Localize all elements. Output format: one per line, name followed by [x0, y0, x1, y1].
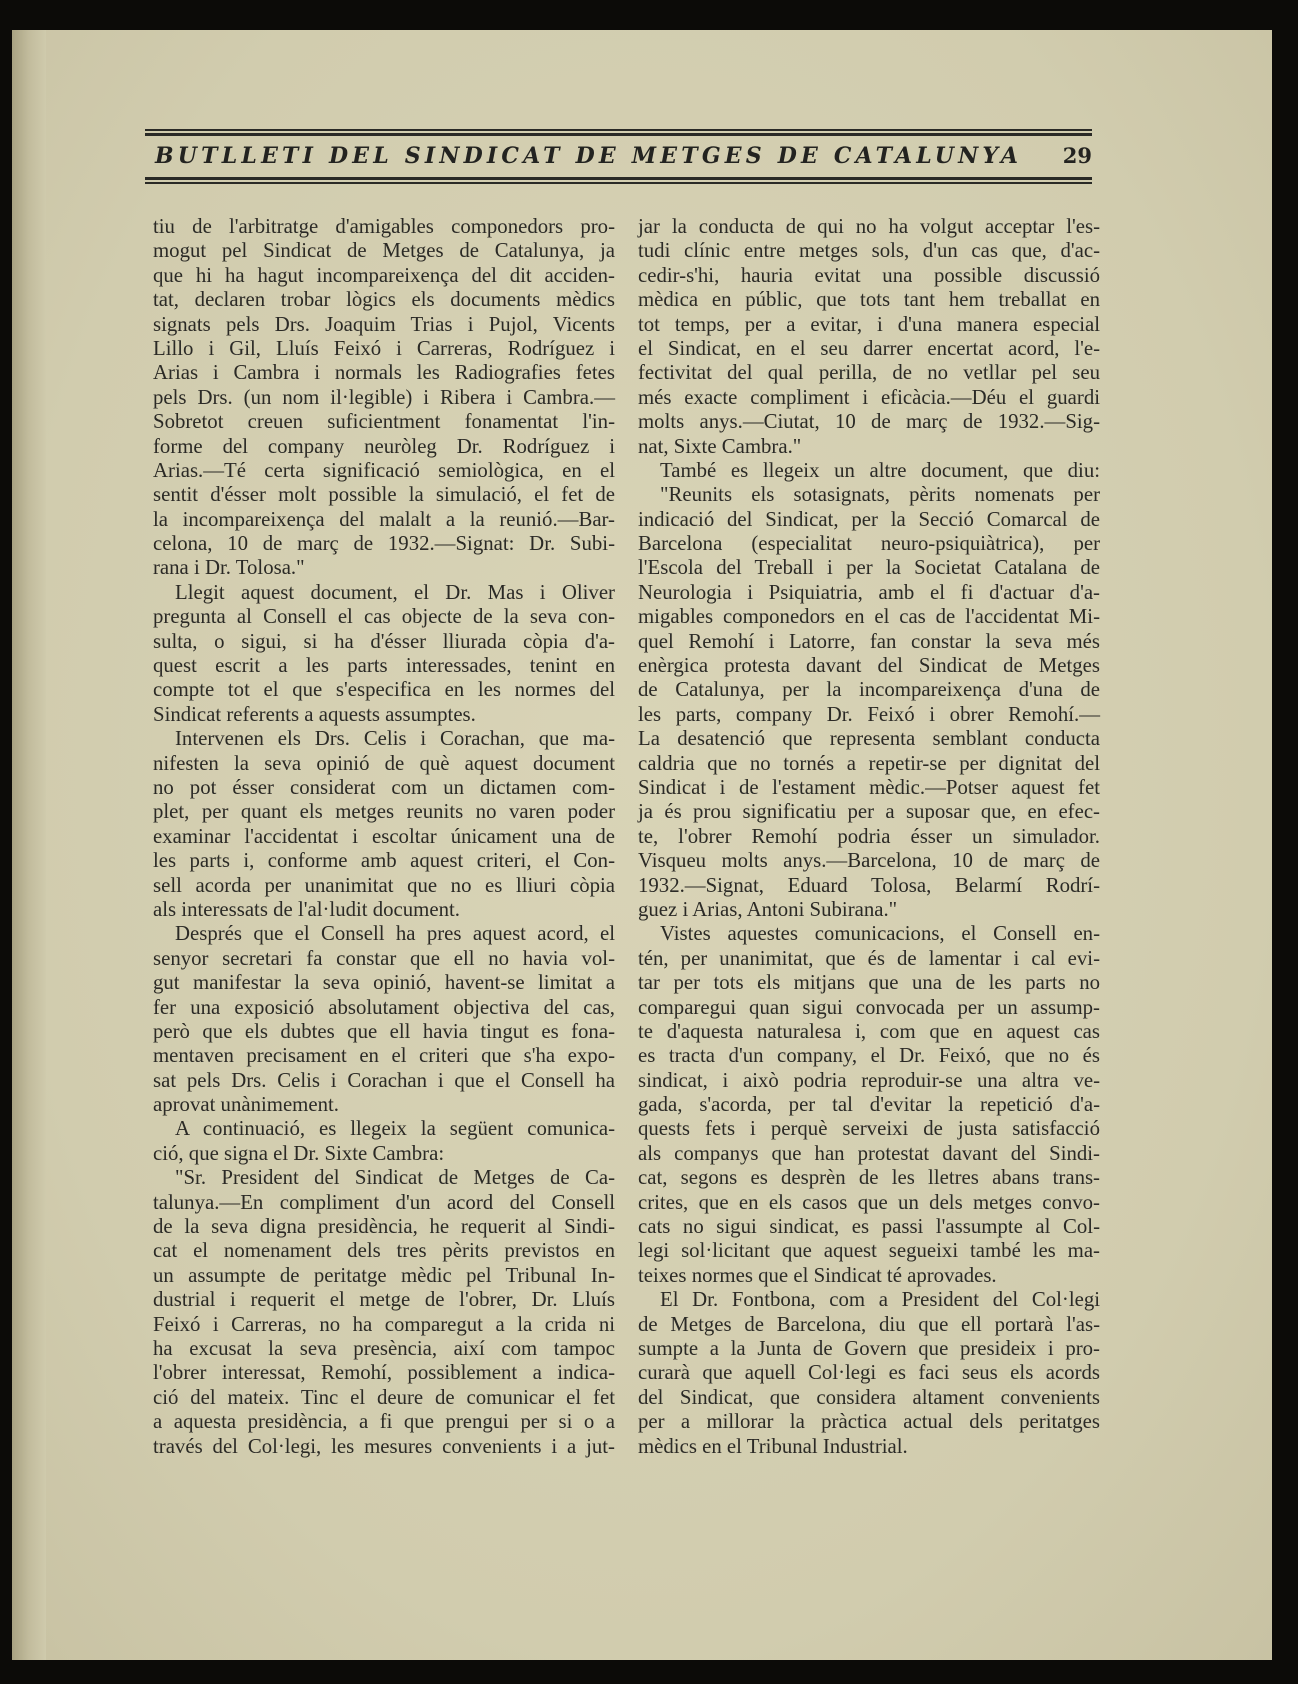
text-line: les parts, company Dr. Feixó i obrer Remohí.— — [638, 702, 1100, 726]
text-line: ció, que signa el Dr. Sixte Cambra: — [153, 1141, 445, 1165]
text-line: tar per tots els mitjans que una de les parts no — [638, 971, 1100, 995]
text-line: senyor secretari fa constar que ell no havia vol- — [153, 946, 615, 970]
text-line: sentit d'ésser molt possible la simulació, el fet de — [153, 483, 615, 507]
left-text-column — [153, 215, 615, 1459]
text-line: comparegui quan sigui convocada per un assump- — [638, 995, 1100, 1019]
text-line: També es llegeix un altre document, que diu: — [660, 458, 1100, 482]
text-line: A continuació, es llegeix la següent comunica- — [175, 1117, 615, 1141]
text-line: Visqueu molts anys.—Barcelona, 10 de març de — [638, 849, 1100, 873]
text-line: cat el nomenament dels tres pèrits previstos en — [153, 1239, 615, 1263]
text-line: te, l'obrer Remohí podria ésser un simulador. — [638, 824, 1100, 848]
text-line: mèdica en públic, que tots tant hem treballat en — [638, 288, 1100, 312]
text-line: nifesten la seva opinió de què aquest document — [153, 751, 615, 775]
page-number: 29 — [1062, 143, 1092, 168]
text-line: curarà que aquell Col·legi es faci seus els acords — [638, 1361, 1100, 1385]
text-line: "Sr. President del Sindicat de Metges de Ca- — [175, 1166, 615, 1190]
text-line: Neurologia i Psiquiatria, amb el fi d'actuar d'a- — [638, 580, 1100, 604]
text-line: un assumpte de peritatge mèdic pel Tribunal In- — [153, 1263, 615, 1287]
text-line: signats pels Drs. Joaquim Trias i Pujol, Vicents — [153, 312, 615, 336]
text-line: dustrial i requerit el metge de l'obrer, Dr. Lluís — [153, 1288, 615, 1312]
text-line: aprovat unànimement. — [153, 1093, 339, 1117]
text-line: compte tot el que s'especifica en les normes del — [153, 678, 615, 702]
text-line: enèrgica protesta davant del Sindicat de Metges — [638, 654, 1100, 678]
text-line: jar la conducta de qui no ha volgut acceptar l'es- — [638, 215, 1100, 238]
text-line: crites, que en els casos que un dels metges convo- — [638, 1190, 1100, 1214]
text-line: molts anys.—Ciutat, 10 de març de 1932.—Sig- — [638, 410, 1100, 434]
text-line: guez i Arias, Antoni Subirana." — [638, 897, 898, 921]
text-line: el Sindicat, en el seu darrer encertat acord, l'e- — [638, 336, 1100, 360]
journal-title: BUTLLETI DEL SINDICAT DE METGES DE CATALUNYA — [155, 143, 1023, 169]
text-line: per a millorar la pràctica actual dels peritatges — [638, 1410, 1100, 1434]
text-line: gut manifestar la seva opinió, havent-se limitat a — [153, 971, 615, 995]
text-line: teixes normes que el Sindicat té aprovades. — [638, 1263, 997, 1287]
text-line: ha excusat la seva presència, així com tampoc — [153, 1336, 615, 1360]
text-line: l'Escola del Treball i per la Societat Catalana de — [638, 556, 1100, 580]
text-line: Vistes aquestes comunicacions, el Consell en- — [660, 922, 1100, 946]
text-line: talunya.—En compliment d'un acord del Consell — [153, 1190, 615, 1214]
text-line: gada, s'acorda, per tal d'evitar la repetició d'a- — [638, 1093, 1100, 1117]
text-line: als companys que han protestat davant del Sindi- — [638, 1141, 1100, 1165]
text-line: rana i Dr. Tolosa." — [153, 556, 305, 580]
text-line: de Metges de Barcelona, diu que ell portarà l'as- — [638, 1312, 1100, 1336]
text-line: plet, per quant els metges reunits no varen poder — [153, 800, 615, 824]
text-line: cats no sigui sindicat, es passi l'assumpte al Col- — [638, 1215, 1100, 1239]
text-line: caldria que no tornés a repetir-se per dignitat del — [638, 751, 1100, 775]
text-line: 1932.—Signat, Eduard Tolosa, Belarmí Rodrí- — [638, 873, 1100, 897]
text-line: Sindicat referents a aquests assumptes. — [153, 702, 476, 726]
text-line: Arias i Cambra i normals les Radiografies fetes — [153, 361, 615, 385]
text-line: pels Drs. (un nom il·legible) i Ribera i Cambra.— — [153, 385, 615, 409]
text-line: més exacte compliment i eficàcia.—Déu el guardi — [638, 385, 1100, 409]
header-rule-top-thick — [145, 133, 1092, 136]
text-line: sell acorda per unanimitat que no es lliuri còpia — [153, 873, 615, 897]
text-line: Lillo i Gil, Lluís Feixó i Carreras, Rodríguez i — [153, 336, 615, 360]
text-line: cat, segons es desprèn de les lletres abans trans- — [638, 1166, 1100, 1190]
text-line: Després que el Consell ha pres aquest acord, el — [175, 922, 615, 946]
text-line: tot temps, per a evitar, i d'una manera especial — [638, 312, 1100, 336]
text-line: Sobretot creuen suficientment fonamentat l'in- — [153, 410, 615, 434]
text-line: l'obrer interessat, Remohí, possiblement a indica- — [153, 1361, 615, 1385]
text-line: Barcelona (especialitat neuro-psiquiàtrica), per — [638, 532, 1100, 556]
text-line: indicació del Sindicat, per la Secció Comarcal de — [638, 507, 1100, 531]
text-line: te d'aquesta naturalesa i, com que en aquest cas — [638, 1019, 1100, 1043]
text-line: quest escrit a les parts interessades, tenint en — [153, 654, 615, 678]
text-line: El Dr. Fontbona, com a President del Col·legi — [660, 1288, 1100, 1312]
text-line: Llegit aquest document, el Dr. Mas i Oliver — [175, 580, 615, 604]
text-line: través del Col·legi, les mesures convenients i a jut- — [153, 1434, 615, 1458]
text-line: les parts i, conforme amb aquest criteri, el Con- — [153, 849, 615, 873]
text-line: no pot ésser considerat com un dictamen com- — [153, 775, 615, 799]
text-line: Feixó i Carreras, no ha comparegut a la crida ni — [153, 1312, 615, 1336]
header-rule-bottom-thin — [145, 182, 1092, 184]
text-line: Intervenen els Drs. Celis i Corachan, que ma- — [175, 727, 615, 751]
text-line: de Catalunya, per la incompareixença d'una de — [638, 678, 1100, 702]
text-line: migables componedors en el cas de l'accidentat Mi- — [638, 605, 1100, 629]
text-line: Sindicat i de l'estament mèdic.—Potser aquest fet — [638, 775, 1100, 799]
text-line: Arias.—Té certa significació semiològica, en el — [153, 458, 615, 482]
text-line: mogut pel Sindicat de Metges de Catalunya, ja — [153, 239, 615, 263]
text-line: sulta, o sigui, si ha d'ésser lliurada còpia d'a- — [153, 629, 615, 653]
text-line: tiu de l'arbitratge d'amigables componedors pro- — [153, 215, 615, 238]
text-line: del Sindicat, que considera altament convenients — [638, 1385, 1100, 1409]
text-line: que hi ha hagut incompareixença del dit acciden- — [153, 263, 615, 287]
text-line: tudi clínic entre metges sols, d'un cas que, d'ac- — [638, 239, 1100, 263]
text-line: fectivitat del qual perilla, de no vetllar pel seu — [638, 361, 1100, 385]
text-line: celona, 10 de març de 1932.—Signat: Dr. Subi- — [153, 532, 615, 556]
text-line: forme del company neuròleg Dr. Rodríguez i — [153, 434, 615, 458]
text-line: examinar l'accidentat i escoltar únicament una de — [153, 824, 615, 848]
text-line: la incompareixença del malalt a la reunió.—Bar- — [153, 507, 615, 531]
text-line: sumpte a la Junta de Govern que presideix i pro- — [638, 1336, 1100, 1360]
text-line: fer una exposició absolutament objectiva del cas, — [153, 995, 615, 1019]
text-line: "Reunits els sotasignats, pèrits nomenats per — [660, 483, 1100, 507]
text-line: sat pels Drs. Celis i Corachan i que el Consell ha — [153, 1068, 615, 1092]
text-line: a aquesta presidència, a fi que prengui per si o a — [153, 1410, 615, 1434]
text-line: legi sol·licitant que aquest segueixi també les ma- — [638, 1239, 1100, 1263]
text-line: mèdics en el Tribunal Industrial. — [638, 1434, 908, 1458]
text-line: es tracta d'un company, el Dr. Feixó, que no és — [638, 1044, 1100, 1068]
text-line: nat, Sixte Cambra." — [638, 434, 802, 458]
text-line: tén, per unanimitat, que és de lamentar i cal evi- — [638, 946, 1100, 970]
text-line: de la seva digna presidència, he requerit al Sindi- — [153, 1215, 615, 1239]
text-line: sindicat, i això podria reproduir-se una altra ve- — [638, 1068, 1100, 1092]
header-rule-top-thin — [145, 129, 1092, 131]
text-line: tat, declaren trobar lògics els documents mèdics — [153, 288, 615, 312]
text-line: pregunta al Consell el cas objecte de la seva con- — [153, 605, 615, 629]
right-text-column — [638, 215, 1100, 1459]
text-line: quests fets i perquè serveixi de justa satisfacció — [638, 1117, 1100, 1141]
text-line: cedir-s'hi, hauria evitat una possible discussió — [638, 263, 1100, 287]
text-line: mentaven precisament en el criteri que s'ha expo- — [153, 1044, 615, 1068]
page-binding-shadow — [12, 30, 46, 1660]
text-line: però que els dubtes que ell havia tingut es fona- — [153, 1019, 615, 1043]
text-line: ja és prou significatiu per a suposar que, en efec- — [638, 800, 1100, 824]
running-header — [145, 138, 1092, 182]
text-line: als interessats de l'al·ludit document. — [153, 897, 460, 921]
header-rule-bottom-thick — [145, 177, 1092, 180]
text-line: ció del mateix. Tinc el deure de comunicar el fet — [153, 1385, 615, 1409]
text-line: quel Remohí i Latorre, fan constar la seva més — [638, 629, 1100, 653]
text-line: La desatenció que representa semblant conducta — [638, 727, 1100, 751]
